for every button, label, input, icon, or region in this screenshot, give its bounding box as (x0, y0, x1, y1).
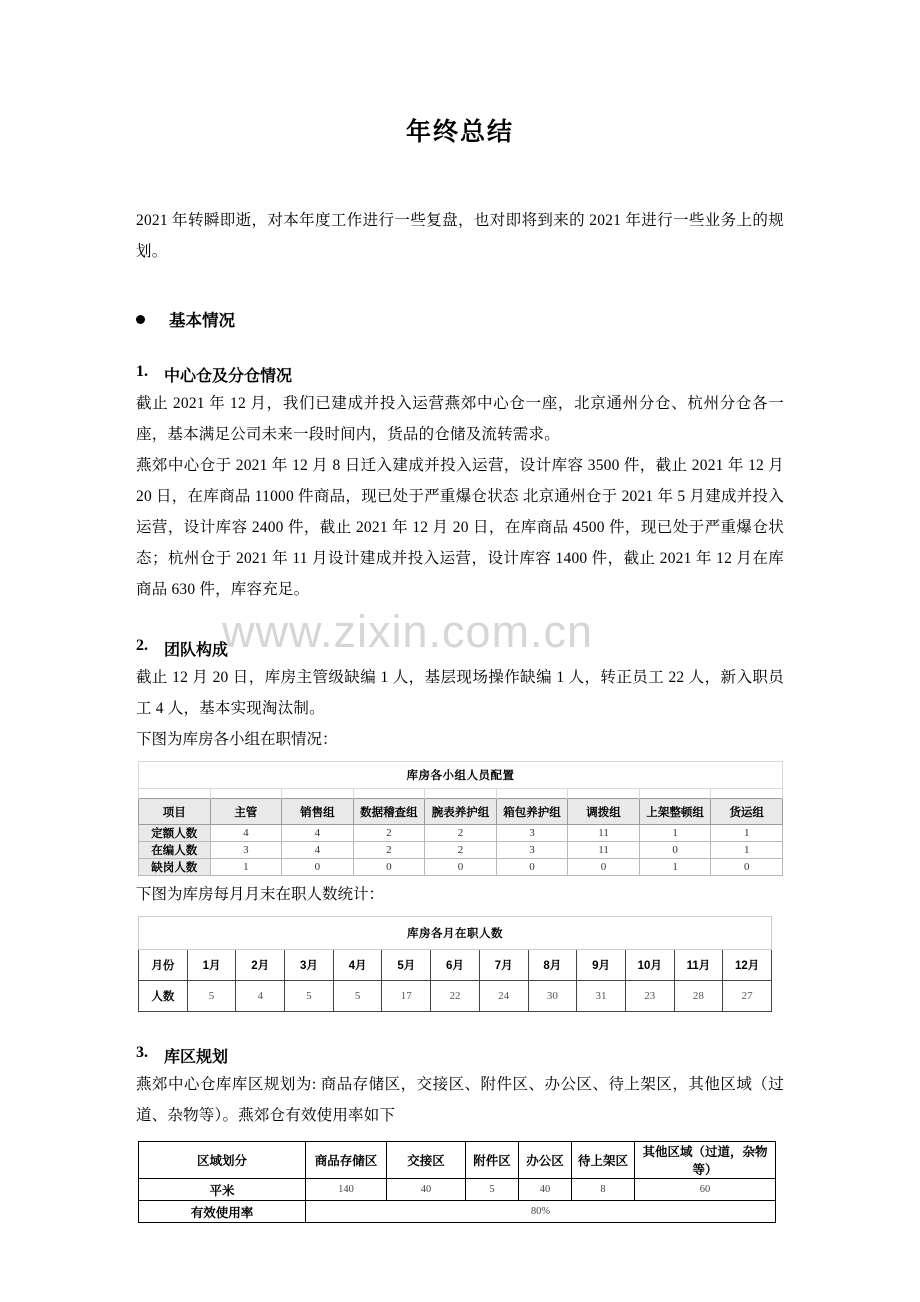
table-cell: 0 (639, 842, 711, 859)
table-cell: 40 (387, 1179, 466, 1201)
table-cell: 8 (572, 1179, 635, 1201)
spacer-cell (282, 789, 354, 799)
section-number-2: 2. (136, 637, 148, 654)
table-cell: 0 (711, 859, 783, 876)
table-cell: 1 (711, 825, 783, 842)
table-row (139, 1201, 776, 1223)
row-label: 平米 (139, 1179, 306, 1201)
table-cell: 4 (282, 842, 354, 859)
column-header: 办公区 (519, 1142, 572, 1179)
table-cell: 2 (353, 825, 425, 842)
column-header: 月份 (139, 950, 188, 981)
column-header: 1月 (187, 950, 236, 981)
table-cell: 22 (431, 981, 480, 1012)
column-header: 3月 (285, 950, 334, 981)
column-header: 调拨组 (568, 799, 640, 825)
table-monthly-header-row (139, 950, 772, 981)
table-monthly-body (139, 981, 772, 1012)
column-header: 上架整顿组 (639, 799, 711, 825)
column-header: 腕表养护组 (425, 799, 497, 825)
section-3-paragraph-1: 燕郊中心仓库库区规划为: 商品存储区，交接区、附件区、办公区、待上架区，其他区域（过道、杂物等）。燕郊仓有效使用率如下 (136, 1076, 784, 1124)
table-cell: 80% (306, 1201, 776, 1223)
section-heading-1 (136, 363, 784, 386)
column-header: 11月 (674, 950, 723, 981)
table-cell: 28 (674, 981, 723, 1012)
table-cell: 60 (635, 1179, 776, 1201)
table-staffing-spacer-row (139, 789, 783, 799)
section-number-3: 3. (136, 1044, 148, 1061)
row-label: 定额人数 (139, 825, 211, 842)
section-title-2: 团队构成 (164, 642, 229, 659)
row-label: 缺岗人数 (139, 859, 211, 876)
table-staffing (138, 761, 783, 876)
column-header: 数据稽查组 (353, 799, 425, 825)
row-label: 在编人数 (139, 842, 211, 859)
table-cell: 1 (639, 859, 711, 876)
table-cell: 0 (282, 859, 354, 876)
intro-paragraph: 2021 年转瞬即逝，对本年度工作进行一些复盘，也对即将到来的 2021 年进行一些业务上的规划。 (136, 212, 784, 260)
table-monthly (138, 916, 772, 1012)
section-number-1: 1. (136, 363, 148, 380)
table-row (139, 1179, 776, 1201)
table-monthly-caption-row (139, 917, 772, 950)
row-label: 人数 (139, 981, 188, 1012)
table-cell: 5 (187, 981, 236, 1012)
column-header: 4月 (333, 950, 382, 981)
table-cell: 2 (353, 842, 425, 859)
table-cell: 4 (236, 981, 285, 1012)
section-1-paragraph-1: 截止 2021 年 12 月，我们已建成并投入运营燕郊中心仓一座，北京通州分仓、杭州分仓各一座，基本满足公司未来一段时间内，货品的仓储及流转需求。 (136, 395, 784, 443)
table-row (139, 981, 772, 1012)
spacer-cell (568, 789, 640, 799)
table-zones (138, 1141, 776, 1223)
table-cell: 3 (210, 842, 282, 859)
bullet-dot-icon (136, 315, 145, 324)
section-bullet-heading (136, 307, 784, 331)
section-2-paragraph-1: 截止 12 月 20 日，库房主管级缺编 1 人，基层现场操作缺编 1 人，转正员工 22 人，新入职员工 4 人，基本实现淘汰制。 (136, 669, 784, 717)
table-staffing-body (139, 825, 783, 876)
table-cell: 40 (519, 1179, 572, 1201)
column-header: 项目 (139, 799, 211, 825)
table-monthly-head (139, 917, 772, 981)
table-zones-wrapper (136, 1141, 784, 1223)
column-header: 2月 (236, 950, 285, 981)
spacer-cell (425, 789, 497, 799)
column-header: 8月 (528, 950, 577, 981)
column-header: 6月 (431, 950, 480, 981)
column-header: 主管 (210, 799, 282, 825)
column-header: 其他区域（过道，杂物等） (635, 1142, 776, 1179)
table-monthly-caption: 库房各月在职人数 (139, 917, 772, 950)
table-staffing-wrapper (136, 761, 784, 876)
column-header: 7月 (479, 950, 528, 981)
table-cell: 3 (496, 825, 568, 842)
column-header: 商品存储区 (306, 1142, 387, 1179)
table-cell: 0 (496, 859, 568, 876)
table-cell: 5 (466, 1179, 519, 1201)
table-staffing-head (139, 762, 783, 825)
column-header: 待上架区 (572, 1142, 635, 1179)
spacer-cell (139, 789, 211, 799)
spacer-cell (639, 789, 711, 799)
table-cell: 3 (496, 842, 568, 859)
column-header: 附件区 (466, 1142, 519, 1179)
table-cell: 4 (282, 825, 354, 842)
table-staffing-header-row (139, 799, 783, 825)
table-cell: 11 (568, 825, 640, 842)
page-title: 年终总结 (405, 118, 514, 146)
table-cell: 27 (723, 981, 772, 1012)
section-1-paragraph-2: 燕郊中心仓于 2021 年 12 月 8 日迁入建成并投入运营，设计库容 3500 件，截止 2021 年 12 月 20 日，在库商品 11000 件商品，现已处于严重爆仓状态 北京通州仓于 2021 年 5 月建成并投入运营，设计库容 2400 件，截止 2021 年 12 月 20 日，在库商品 4500 件，现已处于严重爆仓状态；杭州仓于 2021 年 11 月设计建成并投入运营，设计库容 1400 件，截止 2021 年 12 月在库商品 630 件，库容充足。 (136, 457, 784, 598)
table-cell: 0 (568, 859, 640, 876)
column-header: 5月 (382, 950, 431, 981)
table-cell: 1 (210, 859, 282, 876)
spacer-cell (496, 789, 568, 799)
section-title-1: 中心仓及分仓情况 (164, 368, 293, 385)
table-cell: 1 (711, 842, 783, 859)
table-cell: 1 (639, 825, 711, 842)
table-cell: 0 (425, 859, 497, 876)
table-zones-header-row (139, 1142, 776, 1179)
section-heading-2 (136, 637, 784, 660)
row-label: 有效使用率 (139, 1201, 306, 1223)
column-header: 销售组 (282, 799, 354, 825)
table-cell: 0 (353, 859, 425, 876)
section-title-3: 库区规划 (164, 1049, 229, 1066)
watermark-text: www.zixin.com.cn (222, 606, 594, 657)
spacer-cell (353, 789, 425, 799)
table-monthly-lead: 下图为库房每月月末在职人数统计： (136, 886, 385, 903)
table-cell: 4 (210, 825, 282, 842)
column-header: 货运组 (711, 799, 783, 825)
table-zones-body (139, 1142, 776, 1223)
table-cell: 2 (425, 842, 497, 859)
section-heading-3 (136, 1044, 784, 1067)
table-monthly-wrapper (136, 916, 784, 1012)
table-row (139, 842, 783, 859)
table-cell: 5 (333, 981, 382, 1012)
table-staffing-caption-row (139, 762, 783, 789)
column-header: 12月 (723, 950, 772, 981)
section-bullet-label: 基本情况 (169, 312, 235, 330)
spacer-cell (210, 789, 282, 799)
table-row (139, 859, 783, 876)
table-cell: 140 (306, 1179, 387, 1201)
table-cell: 17 (382, 981, 431, 1012)
table-cell: 31 (577, 981, 626, 1012)
table-cell: 23 (625, 981, 674, 1012)
column-header: 9月 (577, 950, 626, 981)
spacer-cell (711, 789, 783, 799)
table-staffing-lead: 下图为库房各小组在职情况： (136, 731, 338, 748)
table-cell: 24 (479, 981, 528, 1012)
table-cell: 30 (528, 981, 577, 1012)
table-cell: 5 (285, 981, 334, 1012)
table-row (139, 825, 783, 842)
table-cell: 2 (425, 825, 497, 842)
table-staffing-caption: 库房各小组人员配置 (139, 762, 783, 789)
column-header: 交接区 (387, 1142, 466, 1179)
column-header: 区域划分 (139, 1142, 306, 1179)
table-cell: 11 (568, 842, 640, 859)
column-header: 箱包养护组 (496, 799, 568, 825)
column-header: 10月 (625, 950, 674, 981)
